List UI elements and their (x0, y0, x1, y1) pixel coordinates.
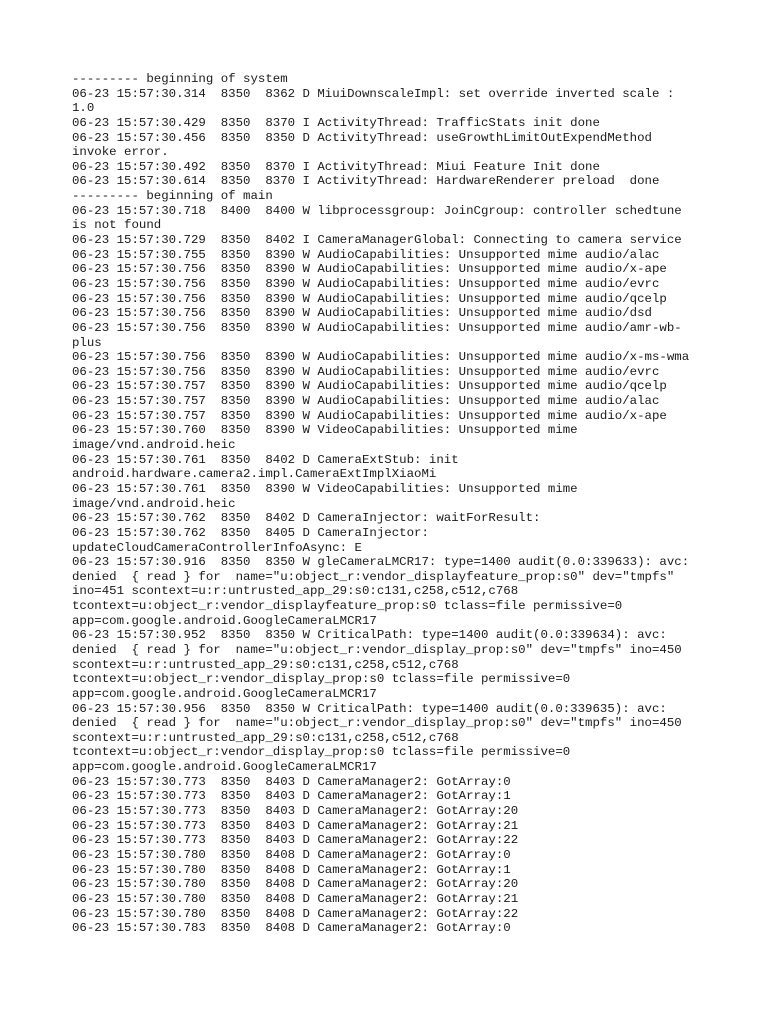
log-line: updateCloudCameraControllerInfoAsync: E (72, 540, 362, 555)
log-line: 06-23 15:57:30.780 8350 8408 D CameraManager2: GotArray:20 (72, 877, 519, 892)
log-line: 06-23 15:57:30.756 8350 8390 W AudioCapabilities: Unsupported mime audio/x-ape (72, 262, 667, 277)
log-line: 06-23 15:57:30.756 8350 8390 W AudioCapabilities: Unsupported mime audio/x-ms-wma (72, 350, 690, 365)
log-line: 06-23 15:57:30.761 8350 8390 W VideoCapabilities: Unsupported mime (72, 481, 578, 496)
log-line: scontext=u:r:untrusted_app_29:s0:c131,c258,c512,c768 (72, 657, 459, 672)
log-line: 06-23 15:57:30.916 8350 8350 W gleCameraLMCR17: type=1400 audit(0.0:339633): avc: (72, 555, 690, 570)
log-line: 1.0 (72, 101, 95, 116)
log-line: 06-23 15:57:30.783 8350 8408 D CameraManager2: GotArray:0 (72, 921, 511, 936)
log-line: 06-23 15:57:30.956 8350 8350 W CriticalPath: type=1400 audit(0.0:339635): avc: (72, 701, 667, 716)
log-line: 06-23 15:57:30.718 8400 8400 W libprocessgroup: JoinCgroup: controller schedtune (72, 203, 682, 218)
log-line: 06-23 15:57:30.761 8350 8402 D CameraExtStub: init (72, 452, 459, 467)
log-line: 06-23 15:57:30.773 8350 8403 D CameraManager2: GotArray:0 (72, 774, 511, 789)
log-line: image/vnd.android.heic (72, 496, 236, 511)
log-line: 06-23 15:57:30.314 8350 8362 D MiuiDownscaleImpl: set override inverted scale : (72, 86, 675, 101)
log-line: denied { read } for name="u:object_r:vendor_display_prop:s0" dev="tmpfs" ino=450 (72, 716, 682, 731)
log-line: --------- beginning of system (72, 72, 288, 86)
log-line: image/vnd.android.heic (72, 438, 236, 453)
log-line: plus (72, 335, 102, 350)
log-line: 06-23 15:57:30.756 8350 8390 W AudioCapabilities: Unsupported mime audio/qcelp (72, 291, 667, 306)
log-line: 06-23 15:57:30.756 8350 8390 W AudioCapabilities: Unsupported mime audio/amr-wb- (72, 320, 682, 335)
log-line: 06-23 15:57:30.757 8350 8390 W AudioCapabilities: Unsupported mime audio/x-ape (72, 408, 667, 423)
log-line: 06-23 15:57:30.780 8350 8408 D CameraManager2: GotArray:0 (72, 847, 511, 862)
log-line: 06-23 15:57:30.780 8350 8408 D CameraManager2: GotArray:21 (72, 891, 519, 906)
log-line: 06-23 15:57:30.756 8350 8390 W AudioCapabilities: Unsupported mime audio/evrc (72, 364, 660, 379)
logcat-text (72, 72, 712, 936)
log-line: android.hardware.camera2.impl.CameraExtImplXiaoMi (72, 467, 437, 482)
log-line: 06-23 15:57:30.429 8350 8370 I ActivityThread: TrafficStats init done (72, 115, 600, 130)
log-line: 06-23 15:57:30.773 8350 8403 D CameraManager2: GotArray:21 (72, 818, 519, 833)
log-line: app=com.google.android.GoogleCameraLMCR17 (72, 613, 377, 628)
log-line: ino=451 scontext=u:r:untrusted_app_29:s0:c131,c258,c512,c768 (72, 584, 519, 599)
log-line: 06-23 15:57:30.456 8350 8350 D ActivityThread: useGrowthLimitOutExpendMethod (72, 130, 652, 145)
log-line: 06-23 15:57:30.773 8350 8403 D CameraManager2: GotArray:20 (72, 804, 519, 819)
log-line: 06-23 15:57:30.952 8350 8350 W CriticalPath: type=1400 audit(0.0:339634): avc: (72, 628, 667, 643)
log-line: 06-23 15:57:30.760 8350 8390 W VideoCapabilities: Unsupported mime (72, 423, 578, 438)
log-line: invoke error. (72, 145, 169, 160)
log-line: 06-23 15:57:30.756 8350 8390 W AudioCapabilities: Unsupported mime audio/evrc (72, 276, 660, 291)
log-line: app=com.google.android.GoogleCameraLMCR17 (72, 686, 377, 701)
log-line: tcontext=u:object_r:vendor_display_prop:s0 tclass=file permissive=0 (72, 745, 571, 760)
log-line: 06-23 15:57:30.780 8350 8408 D CameraManager2: GotArray:22 (72, 906, 519, 921)
log-line: tcontext=u:object_r:vendor_display_prop:s0 tclass=file permissive=0 (72, 672, 571, 687)
log-line: denied { read } for name="u:object_r:vendor_display_prop:s0" dev="tmpfs" ino=450 (72, 642, 682, 657)
log-line: 06-23 15:57:30.757 8350 8390 W AudioCapabilities: Unsupported mime audio/qcelp (72, 379, 667, 394)
log-line: 06-23 15:57:30.757 8350 8390 W AudioCapabilities: Unsupported mime audio/alac (72, 394, 660, 409)
log-line: 06-23 15:57:30.773 8350 8403 D CameraManager2: GotArray:22 (72, 833, 519, 848)
log-line: 06-23 15:57:30.762 8350 8402 D CameraInjector: waitForResult: (72, 511, 541, 526)
log-line: scontext=u:r:untrusted_app_29:s0:c131,c258,c512,c768 (72, 730, 459, 745)
log-line: app=com.google.android.GoogleCameraLMCR17 (72, 760, 377, 775)
log-line: 06-23 15:57:30.780 8350 8408 D CameraManager2: GotArray:1 (72, 862, 511, 877)
log-line: 06-23 15:57:30.756 8350 8390 W AudioCapabilities: Unsupported mime audio/dsd (72, 306, 652, 321)
log-line: 06-23 15:57:30.729 8350 8402 I CameraManagerGlobal: Connecting to camera service (72, 233, 682, 248)
log-line: 06-23 15:57:30.773 8350 8403 D CameraManager2: GotArray:1 (72, 789, 511, 804)
log-line: 06-23 15:57:30.762 8350 8405 D CameraInjector: (72, 525, 429, 540)
log-line: denied { read } for name="u:object_r:vendor_displayfeature_prop:s0" dev="tmpfs" (72, 569, 675, 584)
log-line: 06-23 15:57:30.492 8350 8370 I ActivityThread: Miui Feature Init done (72, 159, 600, 174)
log-line: --------- beginning of main (72, 189, 273, 204)
log-line: is not found (72, 218, 162, 233)
log-line: 06-23 15:57:30.755 8350 8390 W AudioCapabilities: Unsupported mime audio/alac (72, 247, 660, 262)
log-line: 06-23 15:57:30.614 8350 8370 I ActivityThread: HardwareRenderer preload done (72, 174, 660, 189)
log-line: tcontext=u:object_r:vendor_displayfeature_prop:s0 tclass=file permissive=0 (72, 599, 623, 614)
